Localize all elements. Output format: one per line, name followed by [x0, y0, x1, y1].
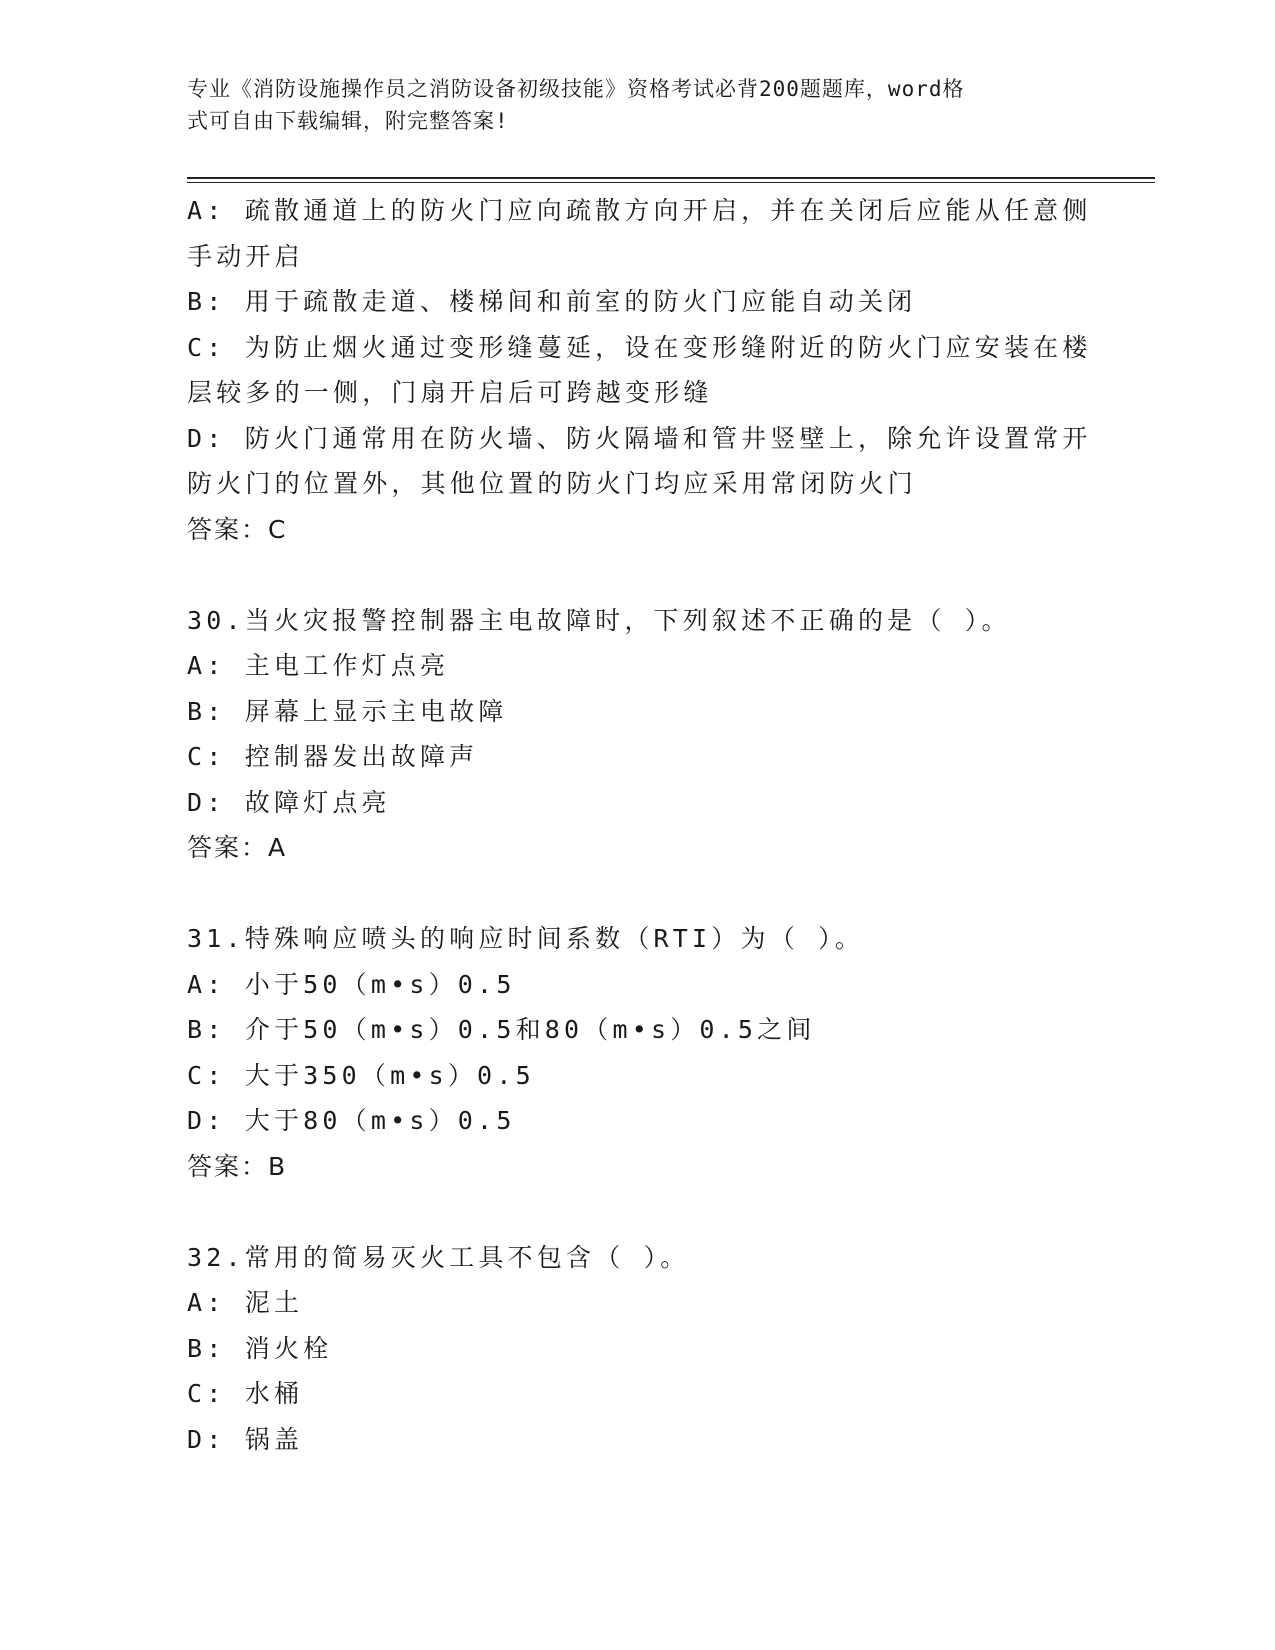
option-c: C: 控制器发出故障声 [187, 742, 479, 771]
option-a: A: 小于50（m•s）0.5 [187, 969, 516, 999]
question-32-block [187, 1235, 1087, 1463]
option-c-line-2: 层较多的一侧，门扇开启后可跨越变形缝 [187, 378, 713, 407]
option-b: B: 介于50（m•s）0.5和80（m•s）0.5之间 [187, 1015, 816, 1044]
option-a-line-2: 手动开启 [187, 241, 304, 271]
option-d: D: 锅盖 [187, 1424, 304, 1454]
option-c: C: 水桶 [187, 1379, 304, 1408]
spacer [187, 552, 1087, 598]
option-c-line-1: C: 为防止烟火通过变形缝蔓延，设在变形缝附近的防火门应安装在楼 [187, 332, 1092, 362]
answer-30: 答案：A [187, 833, 288, 862]
question-30-block [187, 598, 1087, 871]
option-a: A: 泥土 [187, 1288, 304, 1317]
spacer [187, 1189, 1087, 1235]
option-d-line-1: D: 防火门通常用在防火墙、防火隔墙和管井竖壁上，除允许设置常开 [187, 423, 1092, 453]
option-b: B: 用于疏散走道、楼梯间和前室的防火门应能自动关闭 [187, 287, 917, 316]
spacer [187, 871, 1087, 917]
question-list [187, 188, 1092, 1462]
option-a-line-1: A: 疏散通道上的防火门应向疏散方向开启，并在关闭后应能从任意侧 [187, 196, 1092, 225]
question-32-text: 32.常用的简易灭火工具不包含（ ）。 [187, 1242, 690, 1272]
header-divider-thin [187, 182, 1155, 183]
header-line-2: 式可自由下载编辑，附完整答案! [187, 109, 509, 133]
option-a: A: 主电工作灯点亮 [187, 651, 450, 680]
question-30-text: 30.当火灾报警控制器主电故障时，下列叙述不正确的是（ ）。 [187, 605, 1011, 635]
option-d-line-2: 防火门的位置外，其他位置的防火门均应采用常闭防火门 [187, 469, 918, 498]
answer-29: 答案：C [187, 514, 288, 544]
option-d: D: 大于80（m•s）0.5 [187, 1106, 516, 1135]
document-header [187, 73, 1067, 137]
question-31-text: 31.特殊响应喷头的响应时间系数（RTI）为（ ）。 [187, 924, 865, 953]
answer-31: 答案：B [187, 1151, 288, 1181]
option-d: D: 故障灯点亮 [187, 787, 391, 817]
header-divider-thick [187, 177, 1155, 179]
option-b: B: 消火栓 [187, 1333, 333, 1363]
header-line-1: 专业《消防设施操作员之消防设备初级技能》资格考试必背200题题库，word格 [187, 77, 965, 101]
option-c: C: 大于350（m•s）0.5 [187, 1060, 535, 1090]
option-b: B: 屏幕上显示主电故障 [187, 696, 508, 726]
question-29-block [187, 188, 1092, 552]
question-31-block [187, 916, 1087, 1189]
